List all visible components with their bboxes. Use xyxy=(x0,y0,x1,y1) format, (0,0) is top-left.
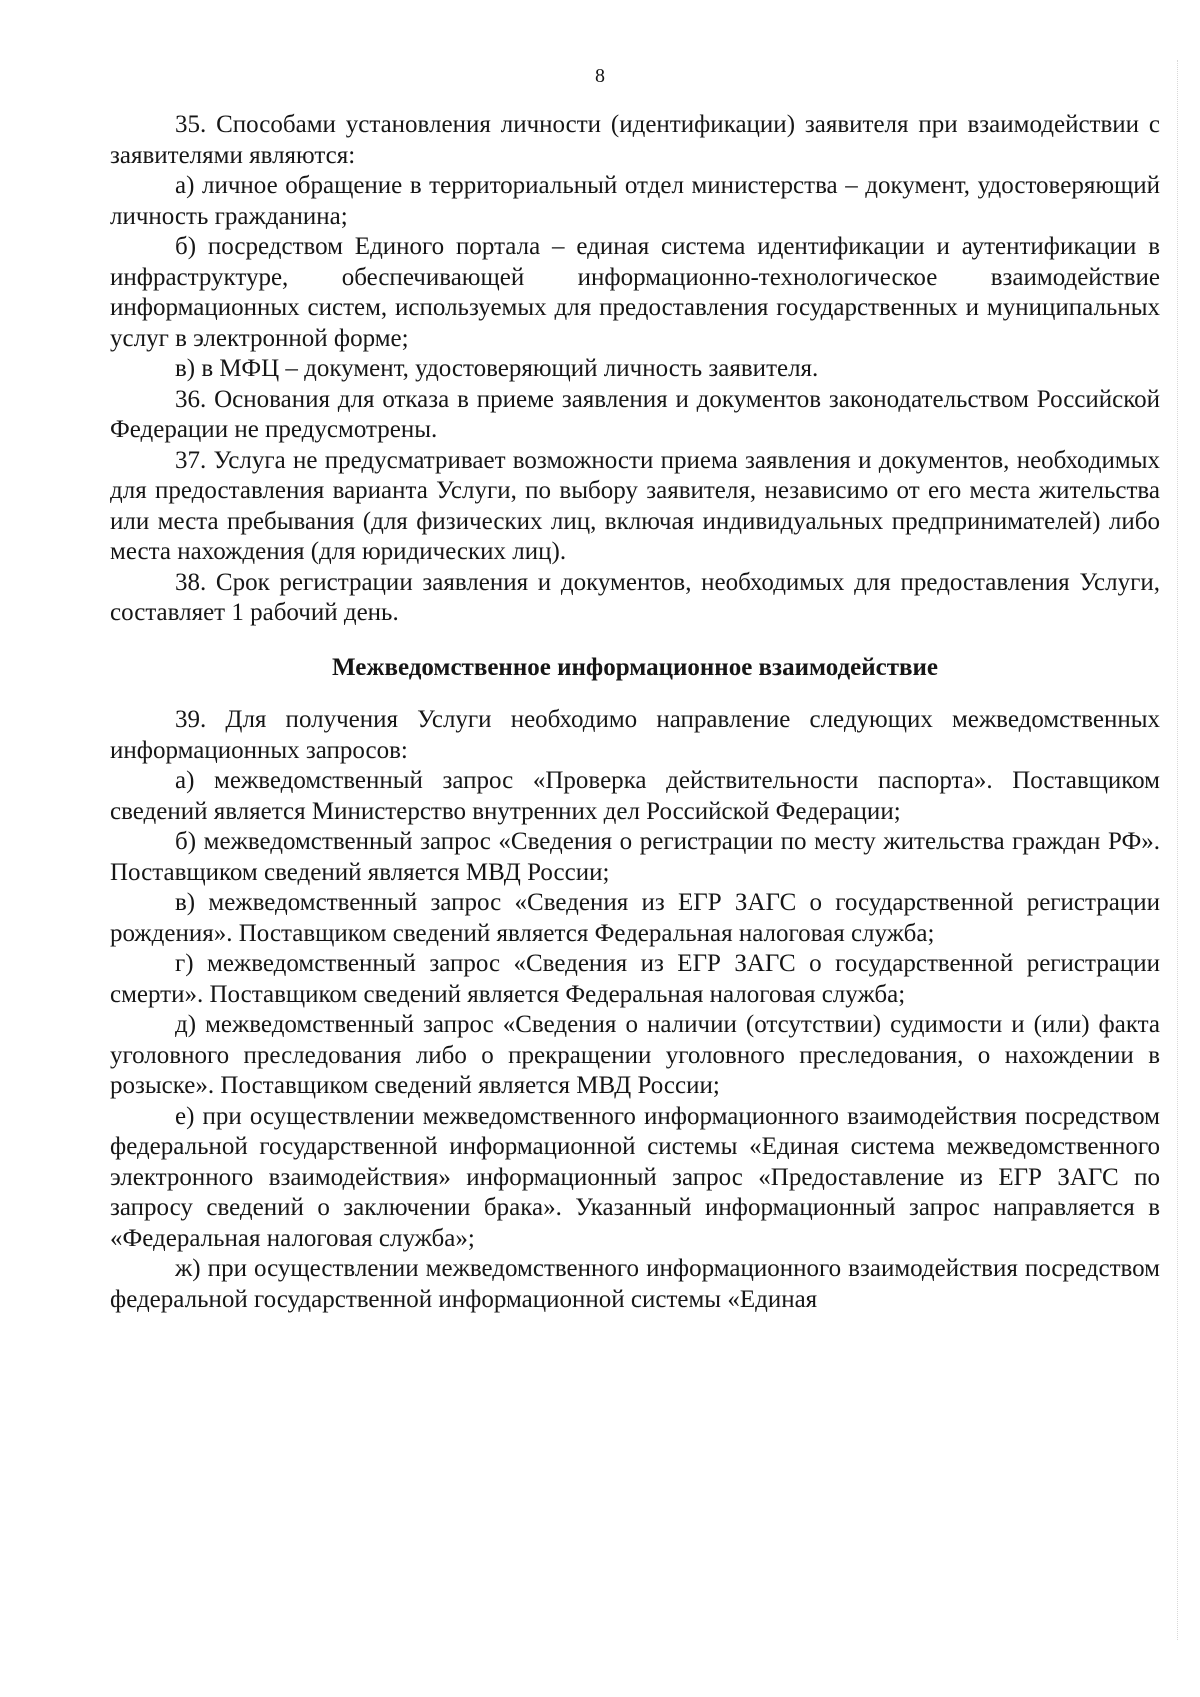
paragraph-37: 37. Услуга не предусматривает возможности приема заявления и документов, необходимых для предоставления варианта Услуги, по выбору заявителя, независимо от его места жительства или места пребывания (для физических лиц, включая индивидуальных предпринимателей) либо места нахождения (для юридических лиц). xyxy=(110,446,1160,565)
paragraph-39-zh: ж) при осуществлении межведомственного информационного взаимодействия посредством федеральной государственной информационной системы «Единая xyxy=(110,1255,1160,1313)
paragraph-35: 35. Способами установления личности (идентификации) заявителя при взаимодействии с заявителями являются: xyxy=(110,111,1160,169)
paragraph-38: 38. Срок регистрации заявления и документов, необходимых для предоставления Услуги, составляет 1 рабочий день. xyxy=(110,568,1160,626)
paragraph-36: 36. Основания для отказа в приеме заявления и документов законодательством Российской Федерации не предусмотрены. xyxy=(110,385,1160,443)
paragraph-39-b: б) межведомственный запрос «Сведения о регистрации по месту жительства граждан РФ». Поставщиком сведений является МВД России; xyxy=(110,828,1160,886)
paragraph-35-v: в) в МФЦ – документ, удостоверяющий личность заявителя. xyxy=(175,355,819,382)
scan-edge-line xyxy=(1176,60,1178,1640)
paragraph-39: 39. Для получения Услуги необходимо направление следующих межведомственных информационных запросов: xyxy=(110,706,1160,764)
document-body xyxy=(110,110,1160,1315)
paragraph-39-a: а) межведомственный запрос «Проверка действительности паспорта». Поставщиком сведений является Министерство внутренних дел Российской Федерации; xyxy=(110,767,1160,825)
paragraph-35-a: а) личное обращение в территориальный отдел министерства – документ, удостоверяющий личность гражданина; xyxy=(110,172,1160,230)
page-number: 8 xyxy=(595,65,605,87)
section-heading: Межведомственное информационное взаимодействие xyxy=(332,653,938,681)
paragraph-39-g: г) межведомственный запрос «Сведения из ЕГР ЗАГС о государственной регистрации смерти». Поставщиком сведений является Федеральная налоговая служба; xyxy=(110,950,1160,1008)
paragraph-39-v: в) межведомственный запрос «Сведения из ЕГР ЗАГС о государственной регистрации рождения». Поставщиком сведений является Федеральная налоговая служба; xyxy=(110,889,1160,947)
paragraph-39-d: д) межведомственный запрос «Сведения о наличии (отсутствии) судимости и (или) факта уголовного преследования либо о прекращении уголовного преследования, о нахождении в розыске». Поставщиком сведений является МВД России; xyxy=(110,1011,1160,1099)
paragraph-35-b: б) посредством Единого портала – единая система идентификации и аутентификации в инфраструктуре, обеспечивающей информационно-технологическое взаимодействие информационных систем, используемых для предоставления государственных и муниципальных услуг в электронной форме; xyxy=(110,233,1160,352)
paragraph-39-e: е) при осуществлении межведомственного информационного взаимодействия посредством федеральной государственной информационной системы «Единая система межведомственного электронного взаимодействия» информационный запрос «Предоставление из ЕГР ЗАГС по запросу сведений о заключении брака». Указанный информационный запрос направляется в «Федеральная налоговая служба»; xyxy=(110,1102,1160,1252)
